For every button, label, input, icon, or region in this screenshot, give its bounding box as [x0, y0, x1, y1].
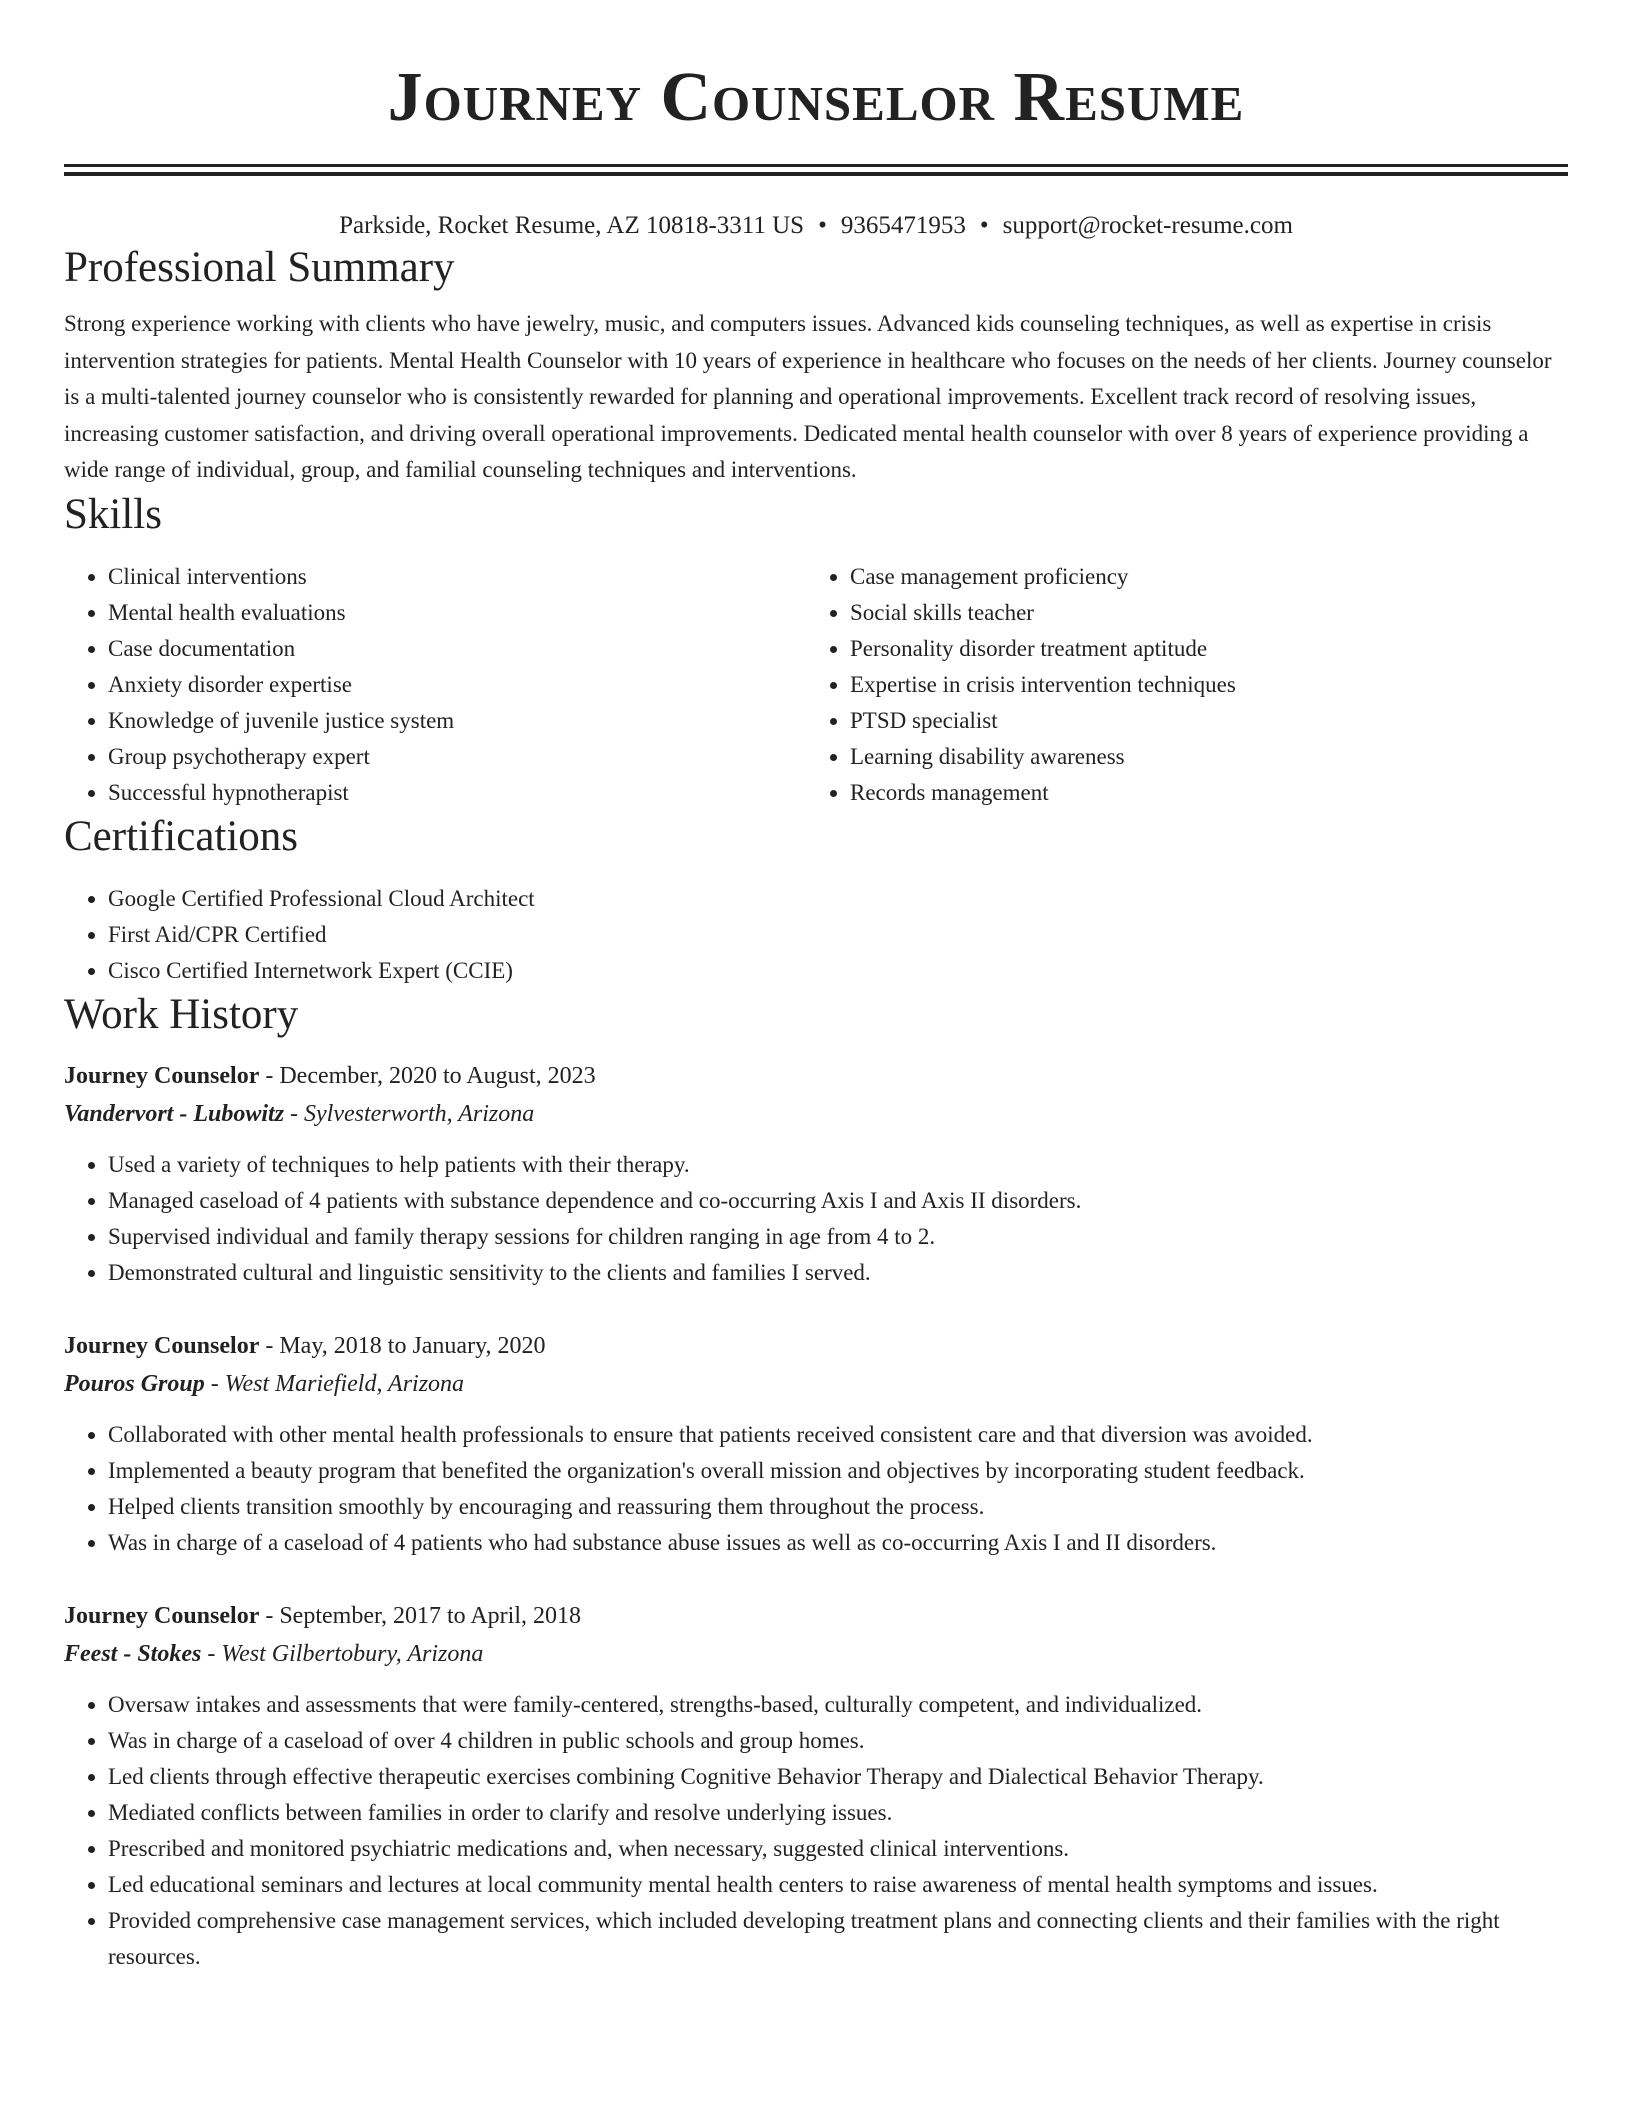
job-company-line [64, 1365, 1568, 1403]
job-bullet: • Helped clients transition smoothly by encouraging and reassuring them throughout the process. [108, 1489, 1568, 1525]
contact-email: support@rocket-resume.com [1002, 212, 1293, 239]
summary-text: Strong experience working with clients who have jewelry, music, and computers issues. Advanced kids counseling techniques, as well as expertise in crisis intervention strategies for patients. Mental Health Counselor with 10 years of experience in healthcare who focuses on the needs of her clients. Journey counselor is a multi-talented journey counselor who is consistently rewarded for planning and operational improvements. Excellent track record of resolving issues, increasing customer satisfaction, and driving overall operational improvements. Dedicated mental health counselor with over 8 years of experience providing a wide range of individual, group, and familial counseling techniques and interventions. [64, 311, 1552, 482]
certification-item: • Google Certified Professional Cloud Architect [108, 881, 1568, 917]
job-bullets [64, 1687, 1568, 1975]
job-dates: - December, 2020 to August, 2023 [259, 1062, 596, 1089]
skill-item: • Mental health evaluations [108, 595, 806, 631]
resume-page [64, 0, 1568, 1975]
job-bullet: • Oversaw intakes and assessments that were family-centered, strengths-based, culturally competent, and individualized. [108, 1687, 1568, 1723]
job-title-line [64, 1057, 1568, 1095]
skills-list-left [64, 559, 806, 811]
job-title-line [64, 1327, 1568, 1365]
skill-item: • Group psychotherapy expert [108, 739, 806, 775]
skill-item: • Clinical interventions [108, 559, 806, 595]
job-bullet: • Led clients through effective therapeutic exercises combining Cognitive Behavior Therapy and Dialectical Behavior Therapy. [108, 1759, 1568, 1795]
job-bullets [64, 1147, 1568, 1291]
job-company-line [64, 1635, 1568, 1673]
certification-item: • First Aid/CPR Certified [108, 917, 1568, 953]
resume-title: Journey Counselor Resume [387, 59, 1245, 136]
job-company: Vandervort - Lubowitz [64, 1100, 285, 1127]
contact-separator: • [818, 212, 827, 239]
skill-item: • Personality disorder treatment aptitude [850, 631, 1548, 667]
job-bullet: • Implemented a beauty program that benefited the organization's overall mission and objectives by incorporating student feedback. [108, 1453, 1568, 1489]
job-bullet: • Prescribed and monitored psychiatric medications and, when necessary, suggested clinical interventions. [108, 1831, 1568, 1867]
job-location: - West Gilbertobury, Arizona [201, 1640, 484, 1667]
skill-item: • Learning disability awareness [850, 739, 1548, 775]
job-entry [64, 1327, 1568, 1561]
job-bullets [64, 1417, 1568, 1561]
job-bullet: • Was in charge of a caseload of 4 patients who had substance abuse issues as well as co-occurring Axis I and II disorders. [108, 1525, 1568, 1561]
title-rule-top [64, 164, 1568, 167]
skills-list-right [806, 559, 1548, 811]
job-company: Feest - Stokes [64, 1640, 202, 1667]
job-dates: - May, 2018 to January, 2020 [259, 1332, 546, 1359]
job-role: Journey Counselor [64, 1602, 260, 1629]
job-bullet: • Supervised individual and family therapy sessions for children ranging in age from 4 to 2. [108, 1219, 1568, 1255]
skill-item: • Records management [850, 775, 1548, 811]
skill-item: • Successful hypnotherapist [108, 775, 806, 811]
job-company: Pouros Group [64, 1370, 205, 1397]
skill-item: • Social skills teacher [850, 595, 1548, 631]
job-bullet: • Collaborated with other mental health professionals to ensure that patients received consistent care and that diversion was avoided. [108, 1417, 1568, 1453]
skill-item: • Expertise in crisis intervention techniques [850, 667, 1548, 703]
job-company-line [64, 1095, 1568, 1133]
job-bullet: • Led educational seminars and lectures at local community mental health centers to raise awareness of mental health symptoms and issues. [108, 1867, 1568, 1903]
summary-heading: Professional Summary [64, 244, 455, 291]
skill-item: • Anxiety disorder expertise [108, 667, 806, 703]
job-bullet: • Used a variety of techniques to help patients with their therapy. [108, 1147, 1568, 1183]
skill-item: • Knowledge of juvenile justice system [108, 703, 806, 739]
job-entry [64, 1597, 1568, 1975]
job-role: Journey Counselor [64, 1332, 260, 1359]
job-role: Journey Counselor [64, 1062, 260, 1089]
job-dates: - September, 2017 to April, 2018 [259, 1602, 582, 1629]
job-bullet: • Demonstrated cultural and linguistic sensitivity to the clients and families I served. [108, 1255, 1568, 1291]
job-location: - West Mariefield, Arizona [204, 1370, 465, 1397]
job-bullet: • Provided comprehensive case management services, which included developing treatment plans and connecting clients and their families with the right resources. [108, 1903, 1568, 1975]
job-entry [64, 1057, 1568, 1291]
skill-item: • PTSD specialist [850, 703, 1548, 739]
job-bullet: • Was in charge of a caseload of over 4 children in public schools and group homes. [108, 1723, 1568, 1759]
contact-address: Parkside, Rocket Resume, AZ 10818-3311 US [339, 212, 805, 239]
certifications-heading: Certifications [64, 812, 299, 860]
certification-item: • Cisco Certified Internetwork Expert (CCIE) [108, 953, 1568, 989]
job-location: - Sylvesterworth, Arizona [284, 1100, 535, 1127]
certifications-list [64, 881, 1568, 989]
skill-item: • Case management proficiency [850, 559, 1548, 595]
job-bullet: • Mediated conflicts between families in order to clarify and resolve underlying issues. [108, 1795, 1568, 1831]
skill-item: • Case documentation [108, 631, 806, 667]
contact-line [64, 210, 1568, 242]
contact-separator: • [979, 212, 989, 239]
skills-columns [64, 559, 1568, 811]
title-rule-bottom [64, 172, 1568, 176]
job-bullet: • Managed caseload of 4 patients with substance dependence and co-occurring Axis I and Axis II disorders. [108, 1183, 1568, 1219]
contact-phone: 9365471953 [840, 212, 966, 239]
job-title-line [64, 1597, 1568, 1635]
skills-heading: Skills [64, 490, 162, 538]
work-history-heading: Work History [64, 990, 299, 1038]
